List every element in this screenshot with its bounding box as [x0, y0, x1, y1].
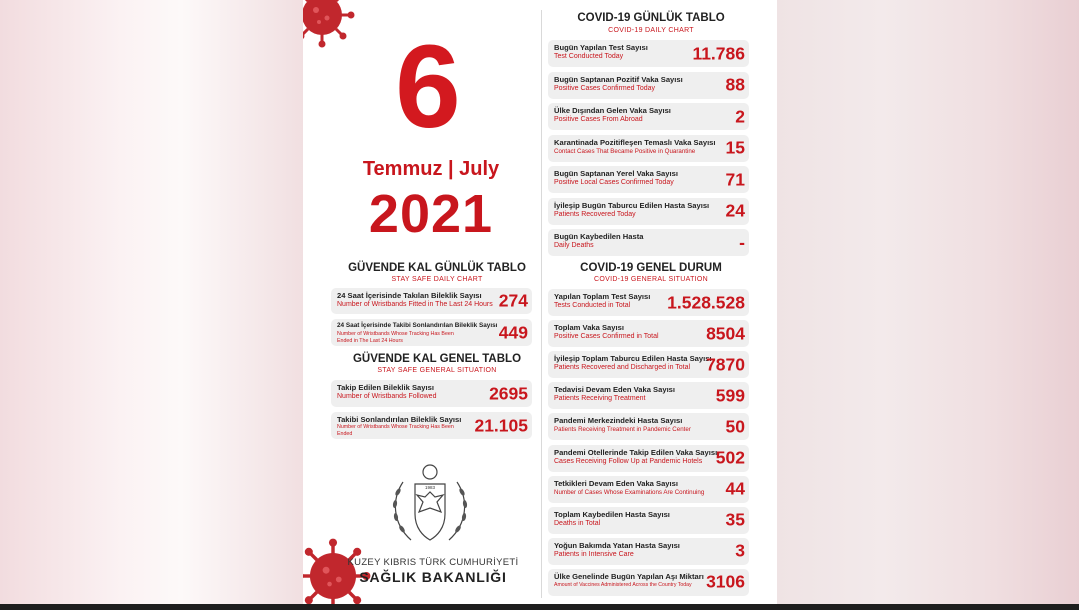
stat-sublabel: Tests Conducted in Total [554, 302, 631, 309]
stat-sublabel: Number of Wristbands Followed [337, 393, 437, 400]
covid-general-title: COVID-19 GENEL DURUM [580, 262, 722, 274]
stat-label: Yapılan Toplam Test Sayısı [554, 292, 651, 301]
ministry-name: SAĞLIK BAKANLIĞI [359, 569, 507, 585]
stat-sublabel: Daily Deaths [554, 242, 594, 249]
covid-daily-title: COVID-19 GÜNLÜK TABLO [577, 12, 725, 24]
stat-row [548, 103, 749, 130]
stay-safe-daily-title: GÜVENDE KAL GÜNLÜK TABLO [348, 262, 526, 274]
stat-label: İyileşip Toplam Taburcu Edilen Hasta Sayısı [554, 354, 712, 364]
stat-label: Tedavisi Devam Eden Vaka Sayısı [554, 385, 676, 395]
column-divider [541, 10, 542, 598]
stat-row [548, 538, 749, 565]
stat-label: Yoğun Bakımda Yatan Hasta Sayısı [554, 540, 680, 550]
stat-label: 24 Saat İçerisinde Takibi Sonlandırılan Bileklik Sayısı [337, 322, 498, 329]
stat-sublabel: Patients Receiving Treatment in Pandemic Center [554, 426, 691, 434]
stay-safe-general-title: GÜVENDE KAL GENEL TABLO [352, 353, 522, 365]
stat-row [548, 40, 749, 67]
date-month: Temmuz | July [362, 158, 500, 180]
background-right [777, 0, 1079, 610]
stat-value: 15 [725, 137, 745, 158]
stat-value: 502 [715, 447, 745, 468]
stat-label: Bugün Saptanan Yerel Vaka Sayısı [554, 169, 678, 178]
stat-value: 24 [725, 200, 745, 221]
stat-row [548, 476, 749, 503]
stat-label: Takibi Sonlandırılan Bileklik Sayısı [337, 415, 462, 424]
stat-label: Toplam Vaka Sayısı [554, 323, 624, 333]
stat-sublabel: Number of Cases Whose Examinations Are Continuing [554, 488, 705, 496]
stat-row [548, 289, 749, 316]
stat-row [548, 72, 749, 99]
stat-value: 50 [725, 416, 745, 437]
stat-row [331, 380, 532, 407]
stat-sublabel: Patients Recovered Today [554, 210, 636, 218]
stat-row [548, 320, 749, 347]
stat-label: Ülke Dışından Gelen Vaka Sayısı [554, 106, 671, 115]
stat-label: 24 Saat İçerisinde Takılan Bileklik Sayısı [337, 291, 482, 300]
stat-sublabel: Contact Cases That Became Positive in Quarantine [554, 147, 696, 155]
stat-value: 599 [715, 385, 745, 406]
stat-value: 44 [725, 478, 745, 499]
stat-value: 2695 [489, 383, 528, 403]
stat-sublabel: Positive Local Cases Confirmed Today [554, 179, 674, 186]
stat-sublabel: Number of Wristbands Whose Tracking Has Been Ended [337, 424, 454, 437]
stat-label: Tetkikleri Devam Eden Vaka Sayısı [554, 478, 678, 488]
stay-safe-general-subtitle: STAY SAFE GENERAL SITUATION [377, 367, 497, 374]
stat-row [331, 319, 532, 346]
ministry-crest-icon [385, 462, 475, 554]
stat-sublabel: Positive Cases From Abroad [554, 116, 643, 123]
stat-row [548, 135, 749, 162]
stat-sublabel: Patients Recovered and Discharged in Total [554, 364, 691, 372]
stat-row [548, 351, 749, 378]
stat-value: 7870 [706, 354, 745, 375]
covid-daily-subtitle: COVID-19 DAILY CHART [608, 27, 694, 34]
stay-safe-daily-subtitle: STAY SAFE DAILY CHART [391, 276, 483, 283]
stat-sublabel: Patients Receiving Treatment [554, 395, 646, 403]
ministry-country: KUZEY KIBRIS TÜRK CUMHURİYETİ [347, 557, 519, 568]
stat-row [331, 412, 532, 439]
stat-sublabel: Number of Wristbands Whose Tracking Has Been Ended in The Last 24 Hours [337, 331, 454, 344]
stat-sublabel: Cases Receiving Follow Up at Pandemic Hotels [554, 457, 703, 465]
stat-row [331, 288, 532, 314]
stat-label: Bugün Kaybedilen Hasta [554, 232, 644, 241]
stat-sublabel: Positive Cases Confirmed in Total [554, 333, 659, 341]
stat-sublabel: Deaths in Total [554, 519, 601, 527]
stat-label: İyileşip Bugün Taburcu Edilen Hasta Sayısı [554, 200, 710, 210]
date-year: 2021 [368, 184, 494, 244]
stat-sublabel: Patients in Intensive Care [554, 550, 634, 558]
stat-sublabel: Amount of Vaccines Administered Across the Country Today [554, 581, 692, 588]
stat-row [548, 445, 749, 472]
crest-year: 1983 [424, 485, 436, 490]
stat-label: Bugün Saptanan Pozitif Vaka Sayısı [554, 74, 683, 84]
stat-value: 274 [498, 290, 528, 311]
stat-value: 3 [735, 540, 745, 561]
stat-label: Pandemi Otellerinde Takip Edilen Vaka Sayısı [554, 447, 718, 457]
stat-row [548, 569, 749, 596]
covid-daily-report-poster [303, 0, 777, 604]
stat-label: Ülke Genelinde Bugün Yapılan Aşı Miktarı [554, 571, 704, 581]
stat-value: 11.786 [692, 43, 745, 63]
stat-value: 449 [498, 322, 528, 342]
background-left [0, 0, 303, 610]
stat-value: 71 [725, 169, 745, 189]
stat-sublabel: Number of Wristbands Fitted in The Last 24 Hours [337, 301, 493, 308]
stat-value: 21.105 [474, 415, 528, 435]
bottom-bar [0, 604, 1079, 610]
stat-label: Takip Edilen Bileklik Sayısı [337, 383, 434, 392]
stat-label: Karantinada Pozitifleşen Temaslı Vaka Sayısı [554, 137, 716, 147]
stat-value: - [739, 232, 745, 252]
stat-label: Toplam Kaybedilen Hasta Sayısı [554, 509, 670, 519]
stat-value: 3106 [706, 571, 745, 592]
date-day: 6 [395, 21, 461, 153]
stat-value: 8504 [706, 323, 745, 344]
stat-value: 1.528.528 [667, 292, 745, 312]
stat-sublabel: Positive Cases Confirmed Today [554, 84, 656, 92]
stat-row [548, 413, 749, 440]
stat-sublabel: Test Conducted Today [554, 53, 624, 60]
stat-row [548, 166, 749, 193]
stat-value: 35 [725, 509, 745, 530]
stat-value: 2 [735, 106, 745, 126]
stat-value: 88 [725, 74, 745, 95]
stat-row [548, 229, 749, 256]
covid-general-subtitle: COVID-19 GENERAL SITUATION [594, 276, 708, 283]
stat-row [548, 382, 749, 409]
stat-label: Bugün Yapılan Test Sayısı [554, 43, 648, 52]
stat-row [548, 198, 749, 225]
stat-row [548, 507, 749, 534]
stat-label: Pandemi Merkezindeki Hasta Sayısı [554, 416, 683, 426]
